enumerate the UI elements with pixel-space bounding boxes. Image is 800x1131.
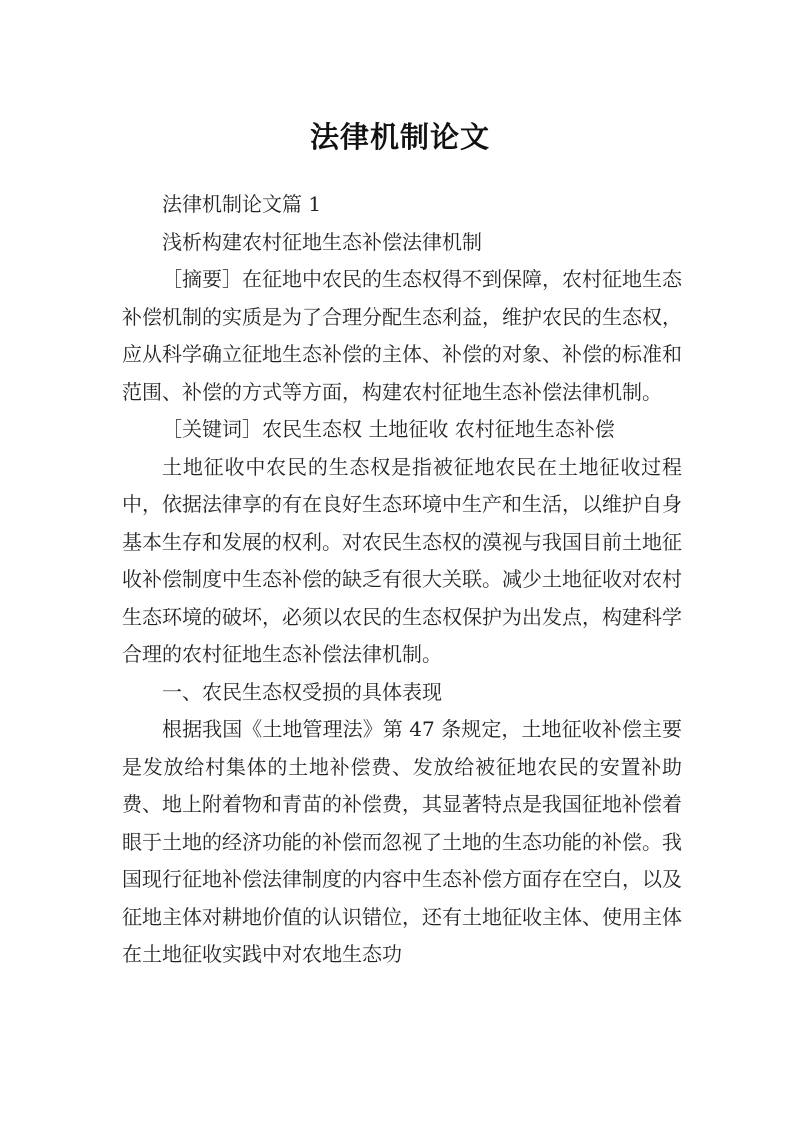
subsection-heading: 一、农民生态权受损的具体表现 (162, 679, 442, 704)
keywords-paragraph: ［关键词］农民生态权 土地征收 农村征地生态补偿 (162, 417, 615, 441)
body-paragraph: 根据我国《土地管理法》第 47 条规定，土地征收补偿主要是发放给村集体的土地补偿费、发放给被征地农民的安置补助费、地上附着物和青苗的补偿费，其显著特点是我国征地补偿着眼于土地的经济功能的补偿而忽视了土地的生态功能的补偿。我国现行征地补偿法律制度的内容中生态补偿方面存在空白，以及征地主体对耕地价值的认识错位，还有土地征收主体、使用主体在土地征收实践中对农地生态功 (122, 717, 682, 966)
document-body (122, 186, 682, 974)
abstract-paragraph: ［摘要］在征地中农民的生态权得不到保障，农村征地生态补偿机制的实质是为了合理分配生态利益，维护农民的生态权，应从科学确立征地生态补偿的主体、补偿的对象、补偿的标准和范围、补偿的方式等方面，构建农村征地生态补偿法律机制。 (122, 267, 682, 404)
article-title: 浅析构建农村征地生态补偿法律机制 (162, 229, 482, 254)
body-paragraph: 土地征收中农民的生态权是指被征地农民在土地征收过程中，依据法律享的有在良好生态环境中生产和生活，以维护自身基本生存和发展的权利。对农民生态权的漠视与我国目前土地征收补偿制度中生态补偿的缺乏有很大关联。减少土地征收对农村生态环境的破坏，必须以农民的生态权保护为出发点，构建科学合理的农村征地生态补偿法律机制。 (122, 454, 682, 666)
section-heading: 法律机制论文篇 1 (162, 192, 322, 216)
document-title: 法律机制论文 (309, 120, 490, 155)
